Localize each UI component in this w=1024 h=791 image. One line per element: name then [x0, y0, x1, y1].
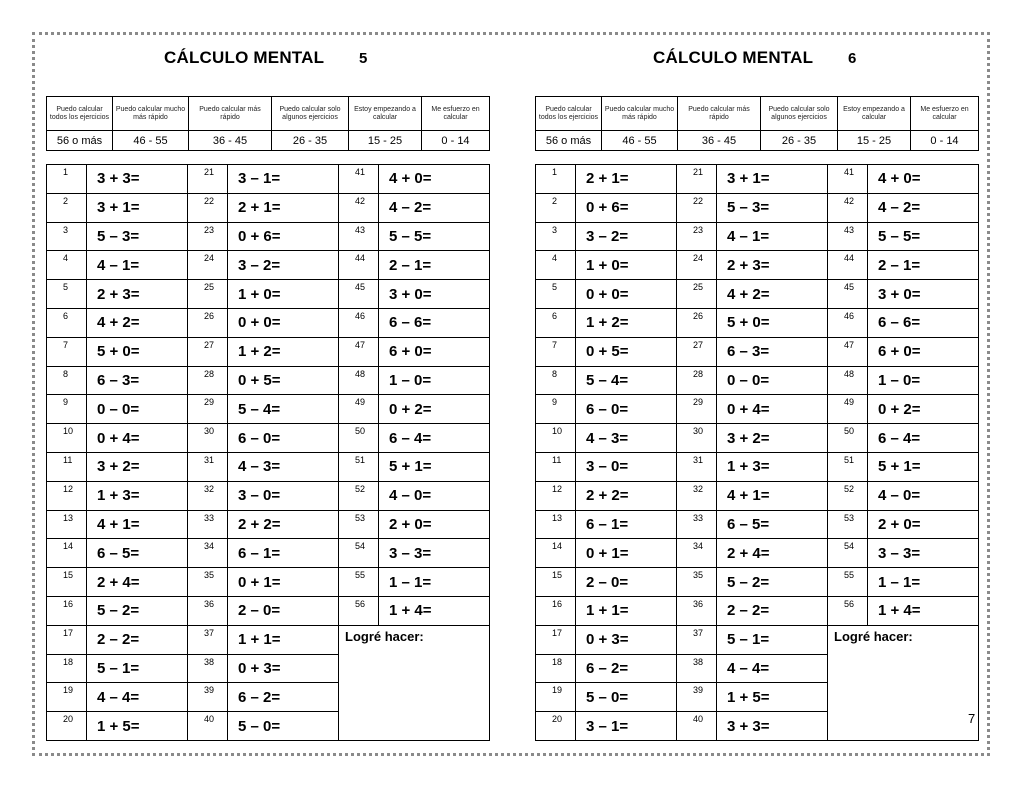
exercise-expression[interactable]: 2 + 4= [717, 539, 828, 568]
exercise-expression[interactable]: 4 – 4= [87, 683, 188, 712]
exercise-number: 41 [339, 165, 379, 194]
exercise-expression[interactable]: 0 + 1= [228, 568, 339, 597]
exercise-row [47, 165, 490, 194]
scale-description: Puedo calcular mucho más rápido [113, 97, 189, 131]
exercise-expression[interactable]: 4 – 0= [868, 481, 979, 510]
exercise-row [47, 337, 490, 366]
exercise-expression[interactable]: 4 – 1= [87, 251, 188, 280]
exercise-number: 50 [828, 424, 868, 453]
scale-range: 0 - 14 [422, 131, 490, 151]
exercise-expression[interactable]: 4 + 2= [87, 308, 188, 337]
exercise-expression[interactable]: 3 – 0= [228, 481, 339, 510]
exercise-number: 34 [677, 539, 717, 568]
exercise-expression[interactable]: 5 – 5= [868, 222, 979, 251]
exercise-number: 26 [188, 308, 228, 337]
exercise-number: 8 [536, 366, 576, 395]
exercise-row [536, 280, 979, 309]
exercise-expression[interactable]: 3 – 1= [228, 165, 339, 194]
exercise-number: 15 [47, 568, 87, 597]
exercise-number: 3 [47, 222, 87, 251]
exercise-expression[interactable]: 5 – 5= [379, 222, 490, 251]
exercise-number: 15 [536, 568, 576, 597]
exercise-number: 39 [677, 683, 717, 712]
exercise-number: 19 [536, 683, 576, 712]
exercise-expression[interactable]: 2 + 3= [717, 251, 828, 280]
scale-description: Puedo calcular mucho más rápido [602, 97, 678, 131]
exercise-number: 17 [47, 625, 87, 654]
exercise-expression[interactable]: 1 + 3= [87, 481, 188, 510]
exercise-expression[interactable]: 0 + 1= [576, 539, 677, 568]
exercise-row [47, 193, 490, 222]
exercise-number: 27 [677, 337, 717, 366]
exercise-expression[interactable]: 4 + 0= [379, 165, 490, 194]
exercise-number: 29 [188, 395, 228, 424]
exercise-row [536, 481, 979, 510]
exercise-expression[interactable]: 2 + 2= [576, 481, 677, 510]
exercise-expression[interactable]: 3 + 1= [717, 165, 828, 194]
exercise-number: 42 [828, 193, 868, 222]
exercise-number: 35 [188, 568, 228, 597]
score-scale-table [535, 96, 979, 151]
exercise-row [47, 280, 490, 309]
exercise-expression[interactable]: 0 + 4= [717, 395, 828, 424]
exercise-number: 51 [339, 452, 379, 481]
exercise-expression[interactable]: 6 – 3= [87, 366, 188, 395]
exercise-expression[interactable]: 5 – 3= [87, 222, 188, 251]
exercise-expression[interactable]: 6 – 4= [868, 424, 979, 453]
exercise-number: 55 [339, 568, 379, 597]
exercise-number: 6 [47, 308, 87, 337]
exercise-expression[interactable]: 1 + 4= [868, 596, 979, 625]
exercise-number: 53 [828, 510, 868, 539]
exercise-expression[interactable]: 3 – 3= [379, 539, 490, 568]
exercise-expression[interactable]: 5 + 1= [379, 452, 490, 481]
sheet-title: CÁLCULO MENTAL [653, 48, 814, 67]
exercise-expression[interactable]: 6 – 2= [576, 654, 677, 683]
exercise-number: 36 [188, 596, 228, 625]
exercise-number: 22 [677, 193, 717, 222]
exercise-number: 7 [536, 337, 576, 366]
exercise-number: 7 [47, 337, 87, 366]
exercise-expression[interactable]: 3 – 1= [576, 712, 677, 741]
scale-range: 36 - 45 [678, 131, 761, 151]
exercise-number: 55 [828, 568, 868, 597]
exercise-expression[interactable]: 6 + 0= [868, 337, 979, 366]
exercise-row [47, 366, 490, 395]
exercise-number: 27 [188, 337, 228, 366]
exercise-expression[interactable]: 1 – 1= [868, 568, 979, 597]
exercise-expression[interactable]: 2 + 1= [576, 165, 677, 194]
exercise-expression[interactable]: 4 + 2= [717, 280, 828, 309]
exercise-number: 29 [677, 395, 717, 424]
exercise-expression[interactable]: 3 + 2= [87, 452, 188, 481]
exercise-number: 46 [339, 308, 379, 337]
exercise-expression[interactable]: 6 – 2= [228, 683, 339, 712]
exercise-expression[interactable]: 4 + 1= [717, 481, 828, 510]
exercise-number: 24 [677, 251, 717, 280]
exercise-number: 45 [828, 280, 868, 309]
sheet-header [535, 48, 978, 72]
exercise-number: 3 [536, 222, 576, 251]
exercise-number: 12 [47, 481, 87, 510]
scale-description: Puedo calcular todos los ejercicios [536, 97, 602, 131]
exercise-expression[interactable]: 5 – 3= [717, 193, 828, 222]
exercise-expression[interactable]: 1 + 5= [717, 683, 828, 712]
scale-range: 36 - 45 [189, 131, 272, 151]
exercise-number: 14 [47, 539, 87, 568]
exercise-number: 9 [536, 395, 576, 424]
exercise-number: 33 [188, 510, 228, 539]
exercise-expression[interactable]: 0 + 5= [576, 337, 677, 366]
exercise-expression[interactable]: 4 – 4= [717, 654, 828, 683]
exercise-expression[interactable]: 3 – 2= [576, 222, 677, 251]
exercise-number: 52 [339, 481, 379, 510]
score-scale-table [46, 96, 490, 151]
exercise-number: 21 [677, 165, 717, 194]
scale-description: Puedo calcular solo algunos ejercicios [761, 97, 838, 131]
exercise-expression[interactable]: 0 + 2= [868, 395, 979, 424]
exercise-expression[interactable]: 5 + 1= [868, 452, 979, 481]
exercise-expression[interactable]: 5 – 1= [87, 654, 188, 683]
exercise-number: 23 [188, 222, 228, 251]
exercise-number: 2 [47, 193, 87, 222]
exercise-expression[interactable]: 4 – 3= [228, 452, 339, 481]
exercise-row [47, 251, 490, 280]
scale-range: 46 - 55 [113, 131, 189, 151]
exercise-number: 10 [47, 424, 87, 453]
exercise-expression[interactable]: 2 + 0= [379, 510, 490, 539]
exercise-expression[interactable]: 0 + 6= [228, 222, 339, 251]
exercise-expression[interactable]: 1 + 1= [576, 596, 677, 625]
exercise-number: 54 [828, 539, 868, 568]
exercise-number: 37 [188, 625, 228, 654]
exercise-expression[interactable]: 3 + 0= [379, 280, 490, 309]
exercise-number: 14 [536, 539, 576, 568]
logre-hacer-box[interactable]: Logré hacer: [339, 625, 490, 740]
exercise-number: 31 [677, 452, 717, 481]
exercise-expression[interactable]: 2 – 0= [228, 596, 339, 625]
exercise-row [536, 568, 979, 597]
exercise-expression[interactable]: 6 – 4= [379, 424, 490, 453]
exercise-number: 21 [188, 165, 228, 194]
exercise-expression[interactable]: 6 – 5= [717, 510, 828, 539]
exercise-number: 53 [339, 510, 379, 539]
exercise-expression[interactable]: 4 – 2= [379, 193, 490, 222]
exercise-expression[interactable]: 4 – 2= [868, 193, 979, 222]
exercise-table [535, 164, 979, 741]
exercise-expression[interactable]: 0 + 4= [87, 424, 188, 453]
scale-range: 46 - 55 [602, 131, 678, 151]
exercise-expression[interactable]: 2 + 2= [228, 510, 339, 539]
exercise-number: 49 [828, 395, 868, 424]
exercise-number: 46 [828, 308, 868, 337]
exercise-number: 50 [339, 424, 379, 453]
exercise-number: 30 [677, 424, 717, 453]
exercise-number: 5 [47, 280, 87, 309]
exercise-number: 20 [47, 712, 87, 741]
exercise-expression[interactable]: 0 + 3= [228, 654, 339, 683]
exercise-number: 41 [828, 165, 868, 194]
scale-range: 15 - 25 [349, 131, 422, 151]
exercise-expression[interactable]: 1 + 1= [228, 625, 339, 654]
scale-description: Estoy empezando a calcular [349, 97, 422, 131]
page-number: 7 [968, 711, 976, 726]
exercise-row [47, 395, 490, 424]
exercise-number: 32 [677, 481, 717, 510]
exercise-row [47, 452, 490, 481]
exercise-number: 39 [188, 683, 228, 712]
exercise-row [536, 251, 979, 280]
exercise-number: 1 [536, 165, 576, 194]
exercise-number: 40 [677, 712, 717, 741]
exercise-expression[interactable]: 1 – 0= [868, 366, 979, 395]
exercise-expression[interactable]: 6 – 6= [379, 308, 490, 337]
scale-description: Puedo calcular solo algunos ejercicios [272, 97, 349, 131]
exercise-number: 28 [188, 366, 228, 395]
exercise-number: 30 [188, 424, 228, 453]
exercise-number: 16 [47, 596, 87, 625]
exercise-expression[interactable]: 2 – 2= [87, 625, 188, 654]
exercise-number: 9 [47, 395, 87, 424]
exercise-expression[interactable]: 2 – 2= [717, 596, 828, 625]
exercise-expression[interactable]: 3 + 0= [868, 280, 979, 309]
exercise-row [536, 625, 979, 654]
exercise-row [536, 539, 979, 568]
exercise-number: 10 [536, 424, 576, 453]
exercise-expression[interactable]: 0 + 0= [576, 280, 677, 309]
exercise-number: 44 [828, 251, 868, 280]
exercise-expression[interactable]: 4 + 1= [87, 510, 188, 539]
exercise-row [47, 308, 490, 337]
exercise-expression[interactable]: 3 + 3= [87, 165, 188, 194]
exercise-number: 38 [677, 654, 717, 683]
exercise-expression[interactable]: 2 – 1= [379, 251, 490, 280]
exercise-row [47, 510, 490, 539]
exercise-expression[interactable]: 5 – 4= [228, 395, 339, 424]
exercise-number: 33 [677, 510, 717, 539]
exercise-expression[interactable]: 0 + 2= [379, 395, 490, 424]
exercise-number: 48 [339, 366, 379, 395]
exercise-row [47, 424, 490, 453]
exercise-expression[interactable]: 6 – 1= [576, 510, 677, 539]
exercise-expression[interactable]: 4 – 1= [717, 222, 828, 251]
exercise-number: 38 [188, 654, 228, 683]
exercise-row [536, 308, 979, 337]
exercise-expression[interactable]: 1 + 5= [87, 712, 188, 741]
exercise-expression[interactable]: 2 – 1= [868, 251, 979, 280]
exercise-expression[interactable]: 1 + 4= [379, 596, 490, 625]
exercise-row [536, 395, 979, 424]
exercise-number: 56 [339, 596, 379, 625]
exercise-number: 48 [828, 366, 868, 395]
exercise-expression[interactable]: 5 – 4= [576, 366, 677, 395]
exercise-expression[interactable]: 3 + 2= [717, 424, 828, 453]
exercise-row [536, 366, 979, 395]
exercise-row [47, 222, 490, 251]
exercise-number: 16 [536, 596, 576, 625]
exercise-row [536, 193, 979, 222]
exercise-number: 23 [677, 222, 717, 251]
exercise-expression[interactable]: 4 – 0= [379, 481, 490, 510]
exercise-number: 2 [536, 193, 576, 222]
exercise-expression[interactable]: 2 – 0= [576, 568, 677, 597]
exercise-number: 11 [47, 452, 87, 481]
exercise-expression[interactable]: 1 + 3= [717, 452, 828, 481]
exercise-number: 20 [536, 712, 576, 741]
scale-range: 26 - 35 [272, 131, 349, 151]
logre-hacer-box[interactable]: Logré hacer: [828, 625, 979, 740]
exercise-number: 4 [47, 251, 87, 280]
exercise-expression[interactable]: 3 – 3= [868, 539, 979, 568]
exercise-number: 45 [339, 280, 379, 309]
scale-range: 56 o más [47, 131, 113, 151]
exercise-number: 40 [188, 712, 228, 741]
exercise-number: 19 [47, 683, 87, 712]
exercise-expression[interactable]: 2 + 3= [87, 280, 188, 309]
exercise-number: 37 [677, 625, 717, 654]
exercise-row [47, 625, 490, 654]
exercise-number: 13 [47, 510, 87, 539]
exercise-number: 49 [339, 395, 379, 424]
exercise-expression[interactable]: 0 + 5= [228, 366, 339, 395]
exercise-number: 13 [536, 510, 576, 539]
exercise-expression[interactable]: 0 – 0= [717, 366, 828, 395]
exercise-expression[interactable]: 5 – 1= [717, 625, 828, 654]
exercise-number: 32 [188, 481, 228, 510]
exercise-expression[interactable]: 6 – 0= [576, 395, 677, 424]
exercise-number: 51 [828, 452, 868, 481]
scale-description: Me esfuerzo en calcular [911, 97, 979, 131]
scale-description: Estoy empezando a calcular [838, 97, 911, 131]
exercise-expression[interactable]: 6 + 0= [379, 337, 490, 366]
sheet-number: 6 [848, 50, 857, 67]
scale-range: 15 - 25 [838, 131, 911, 151]
exercise-number: 31 [188, 452, 228, 481]
exercise-row [536, 165, 979, 194]
exercise-expression[interactable]: 1 + 0= [576, 251, 677, 280]
exercise-number: 18 [47, 654, 87, 683]
exercise-number: 8 [47, 366, 87, 395]
exercise-expression[interactable]: 5 – 2= [87, 596, 188, 625]
exercise-number: 26 [677, 308, 717, 337]
exercise-number: 43 [339, 222, 379, 251]
exercise-expression[interactable]: 0 + 6= [576, 193, 677, 222]
exercise-number: 18 [536, 654, 576, 683]
scale-range: 56 o más [536, 131, 602, 151]
exercise-number: 35 [677, 568, 717, 597]
exercise-expression[interactable]: 4 – 3= [576, 424, 677, 453]
exercise-row [536, 596, 979, 625]
exercise-number: 1 [47, 165, 87, 194]
exercise-expression[interactable]: 2 + 0= [868, 510, 979, 539]
exercise-expression[interactable]: 1 – 1= [379, 568, 490, 597]
sheet-header [46, 48, 489, 72]
exercise-number: 12 [536, 481, 576, 510]
exercise-row [47, 568, 490, 597]
exercise-expression[interactable]: 5 – 0= [228, 712, 339, 741]
exercise-expression[interactable]: 0 – 0= [87, 395, 188, 424]
sheet-title: CÁLCULO MENTAL [164, 48, 325, 67]
exercise-number: 34 [188, 539, 228, 568]
exercise-number: 24 [188, 251, 228, 280]
exercise-row [47, 539, 490, 568]
exercise-number: 47 [339, 337, 379, 366]
exercise-number: 25 [188, 280, 228, 309]
exercise-expression[interactable]: 2 + 4= [87, 568, 188, 597]
exercise-expression[interactable]: 5 – 0= [576, 683, 677, 712]
exercise-row [536, 452, 979, 481]
exercise-expression[interactable]: 6 – 1= [228, 539, 339, 568]
exercise-row [536, 510, 979, 539]
exercise-expression[interactable]: 2 + 1= [228, 193, 339, 222]
exercise-number: 36 [677, 596, 717, 625]
exercise-number: 28 [677, 366, 717, 395]
exercise-expression[interactable]: 3 + 3= [717, 712, 828, 741]
scale-description: Me esfuerzo en calcular [422, 97, 490, 131]
exercise-expression[interactable]: 0 + 3= [576, 625, 677, 654]
exercise-number: 44 [339, 251, 379, 280]
scale-range: 0 - 14 [911, 131, 979, 151]
exercise-number: 54 [339, 539, 379, 568]
exercise-expression[interactable]: 3 – 2= [228, 251, 339, 280]
exercise-expression[interactable]: 3 – 0= [576, 452, 677, 481]
exercise-number: 47 [828, 337, 868, 366]
exercise-expression[interactable]: 5 + 0= [717, 308, 828, 337]
exercise-row [47, 596, 490, 625]
exercise-row [536, 337, 979, 366]
exercise-number: 5 [536, 280, 576, 309]
exercise-number: 52 [828, 481, 868, 510]
exercise-expression[interactable]: 6 – 0= [228, 424, 339, 453]
exercise-table [46, 164, 490, 741]
exercise-expression[interactable]: 6 – 6= [868, 308, 979, 337]
exercise-expression[interactable]: 1 + 2= [576, 308, 677, 337]
exercise-number: 6 [536, 308, 576, 337]
exercise-expression[interactable]: 1 – 0= [379, 366, 490, 395]
exercise-number: 42 [339, 193, 379, 222]
exercise-number: 25 [677, 280, 717, 309]
exercise-expression[interactable]: 1 + 0= [228, 280, 339, 309]
exercise-expression[interactable]: 6 – 5= [87, 539, 188, 568]
scale-description: Puedo calcular todos los ejercicios [47, 97, 113, 131]
sheet-number: 5 [359, 50, 368, 67]
exercise-number: 11 [536, 452, 576, 481]
scale-range: 26 - 35 [761, 131, 838, 151]
exercise-row [536, 424, 979, 453]
exercise-number: 22 [188, 193, 228, 222]
exercise-expression[interactable]: 4 + 0= [868, 165, 979, 194]
exercise-expression[interactable]: 6 – 3= [717, 337, 828, 366]
exercise-row [536, 222, 979, 251]
exercise-expression[interactable]: 5 + 0= [87, 337, 188, 366]
exercise-number: 17 [536, 625, 576, 654]
exercise-number: 4 [536, 251, 576, 280]
exercise-expression[interactable]: 0 + 0= [228, 308, 339, 337]
exercise-expression[interactable]: 1 + 2= [228, 337, 339, 366]
exercise-expression[interactable]: 3 + 1= [87, 193, 188, 222]
exercise-number: 56 [828, 596, 868, 625]
exercise-number: 43 [828, 222, 868, 251]
exercise-row [47, 481, 490, 510]
scale-description: Puedo calcular más rápido [678, 97, 761, 131]
exercise-expression[interactable]: 5 – 2= [717, 568, 828, 597]
scale-description: Puedo calcular más rápido [189, 97, 272, 131]
